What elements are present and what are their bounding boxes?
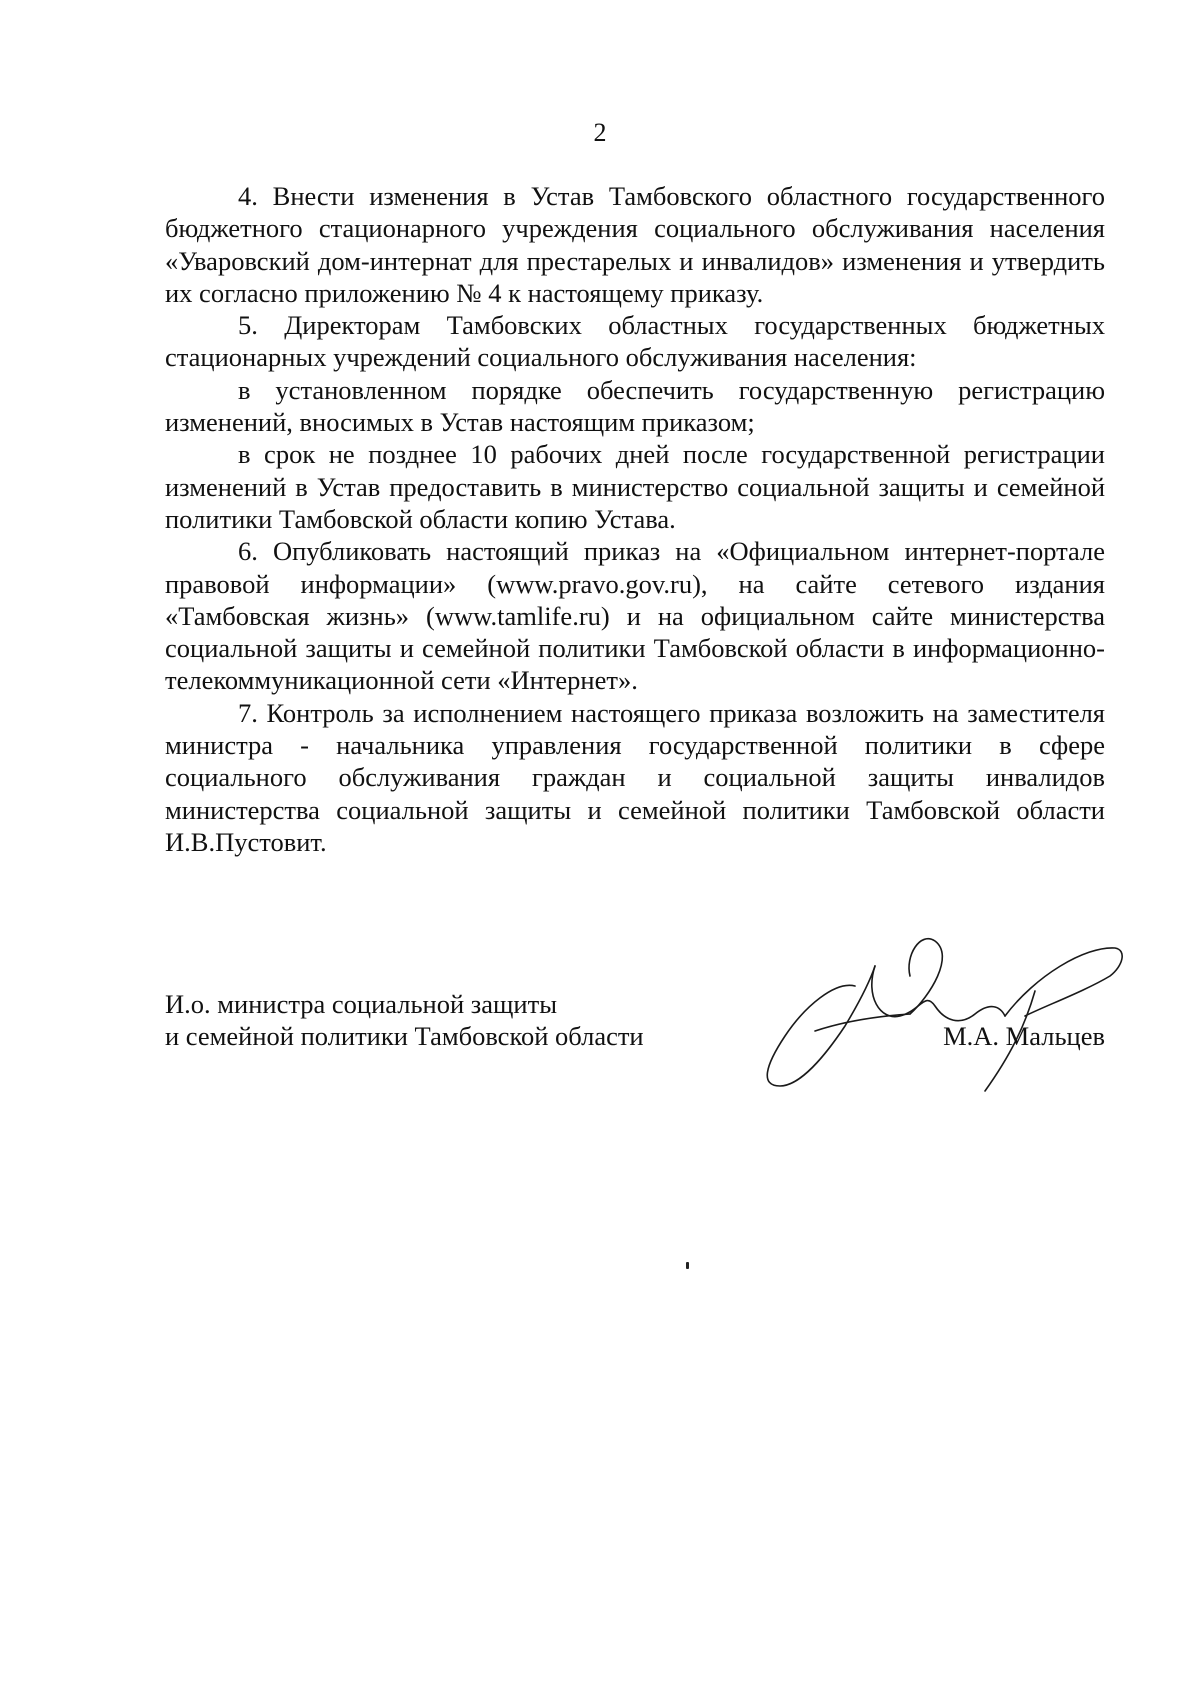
document-body bbox=[165, 180, 1105, 858]
signer-title bbox=[165, 988, 644, 1052]
signature-block bbox=[165, 988, 1105, 1088]
paragraph-item-5: 5. Директорам Тамбовских областных государственных бюджетных стационарных учреждений социального обслуживания населения: bbox=[165, 310, 1105, 373]
paragraph-item-7: 7. Контроль за исполнением настоящего приказа возложить на заместителя министра - начальника управления государственной политики в сфере социального обслуживания граждан и социальной защиты инвалидов министерства социальной защиты и семейной политики Тамбовской области И.В.Пустовит. bbox=[165, 697, 1105, 857]
signer-title-line1: И.о. министра социальной защиты bbox=[165, 989, 558, 1019]
signer-name: М.А. Мальцев bbox=[943, 1021, 1105, 1051]
paragraph-item-6: 6. Опубликовать настоящий приказ на «Официальном интернет-портале правовой информации» (www.pravo.gov.ru), на сайте сетевого издания «Тамбовская жизнь» (www.tamlife.ru) и на официальном сайте министерства социальной защиты и семейной политики Тамбовской области в информационно-телекоммуникационной сети «Интернет». bbox=[165, 536, 1105, 696]
scan-artifact-mark bbox=[686, 1262, 689, 1269]
handwritten-signature bbox=[705, 936, 1125, 1096]
page-number: 2 bbox=[593, 118, 607, 147]
signer-title-line2: и семейной политики Тамбовской области bbox=[165, 1021, 644, 1051]
paragraph-deadline: в срок не позднее 10 рабочих дней после государственной регистрации изменений в Устав предоставить в министерство социальной защиты и семейной политики Тамбовской области копию Устава. bbox=[165, 439, 1105, 534]
paragraph-registration: в установленном порядке обеспечить государственную регистрацию изменений, вносимых в Устав настоящим приказом; bbox=[165, 374, 1105, 438]
paragraph-item-4: 4. Внести изменения в Устав Тамбовского областного государственного бюджетного стационарного учреждения социального обслуживания населения «Уваровский дом-интернат для престарелых и инвалидов» изменения и утвердить их согласно приложению № 4 к настоящему приказу. bbox=[165, 181, 1105, 308]
